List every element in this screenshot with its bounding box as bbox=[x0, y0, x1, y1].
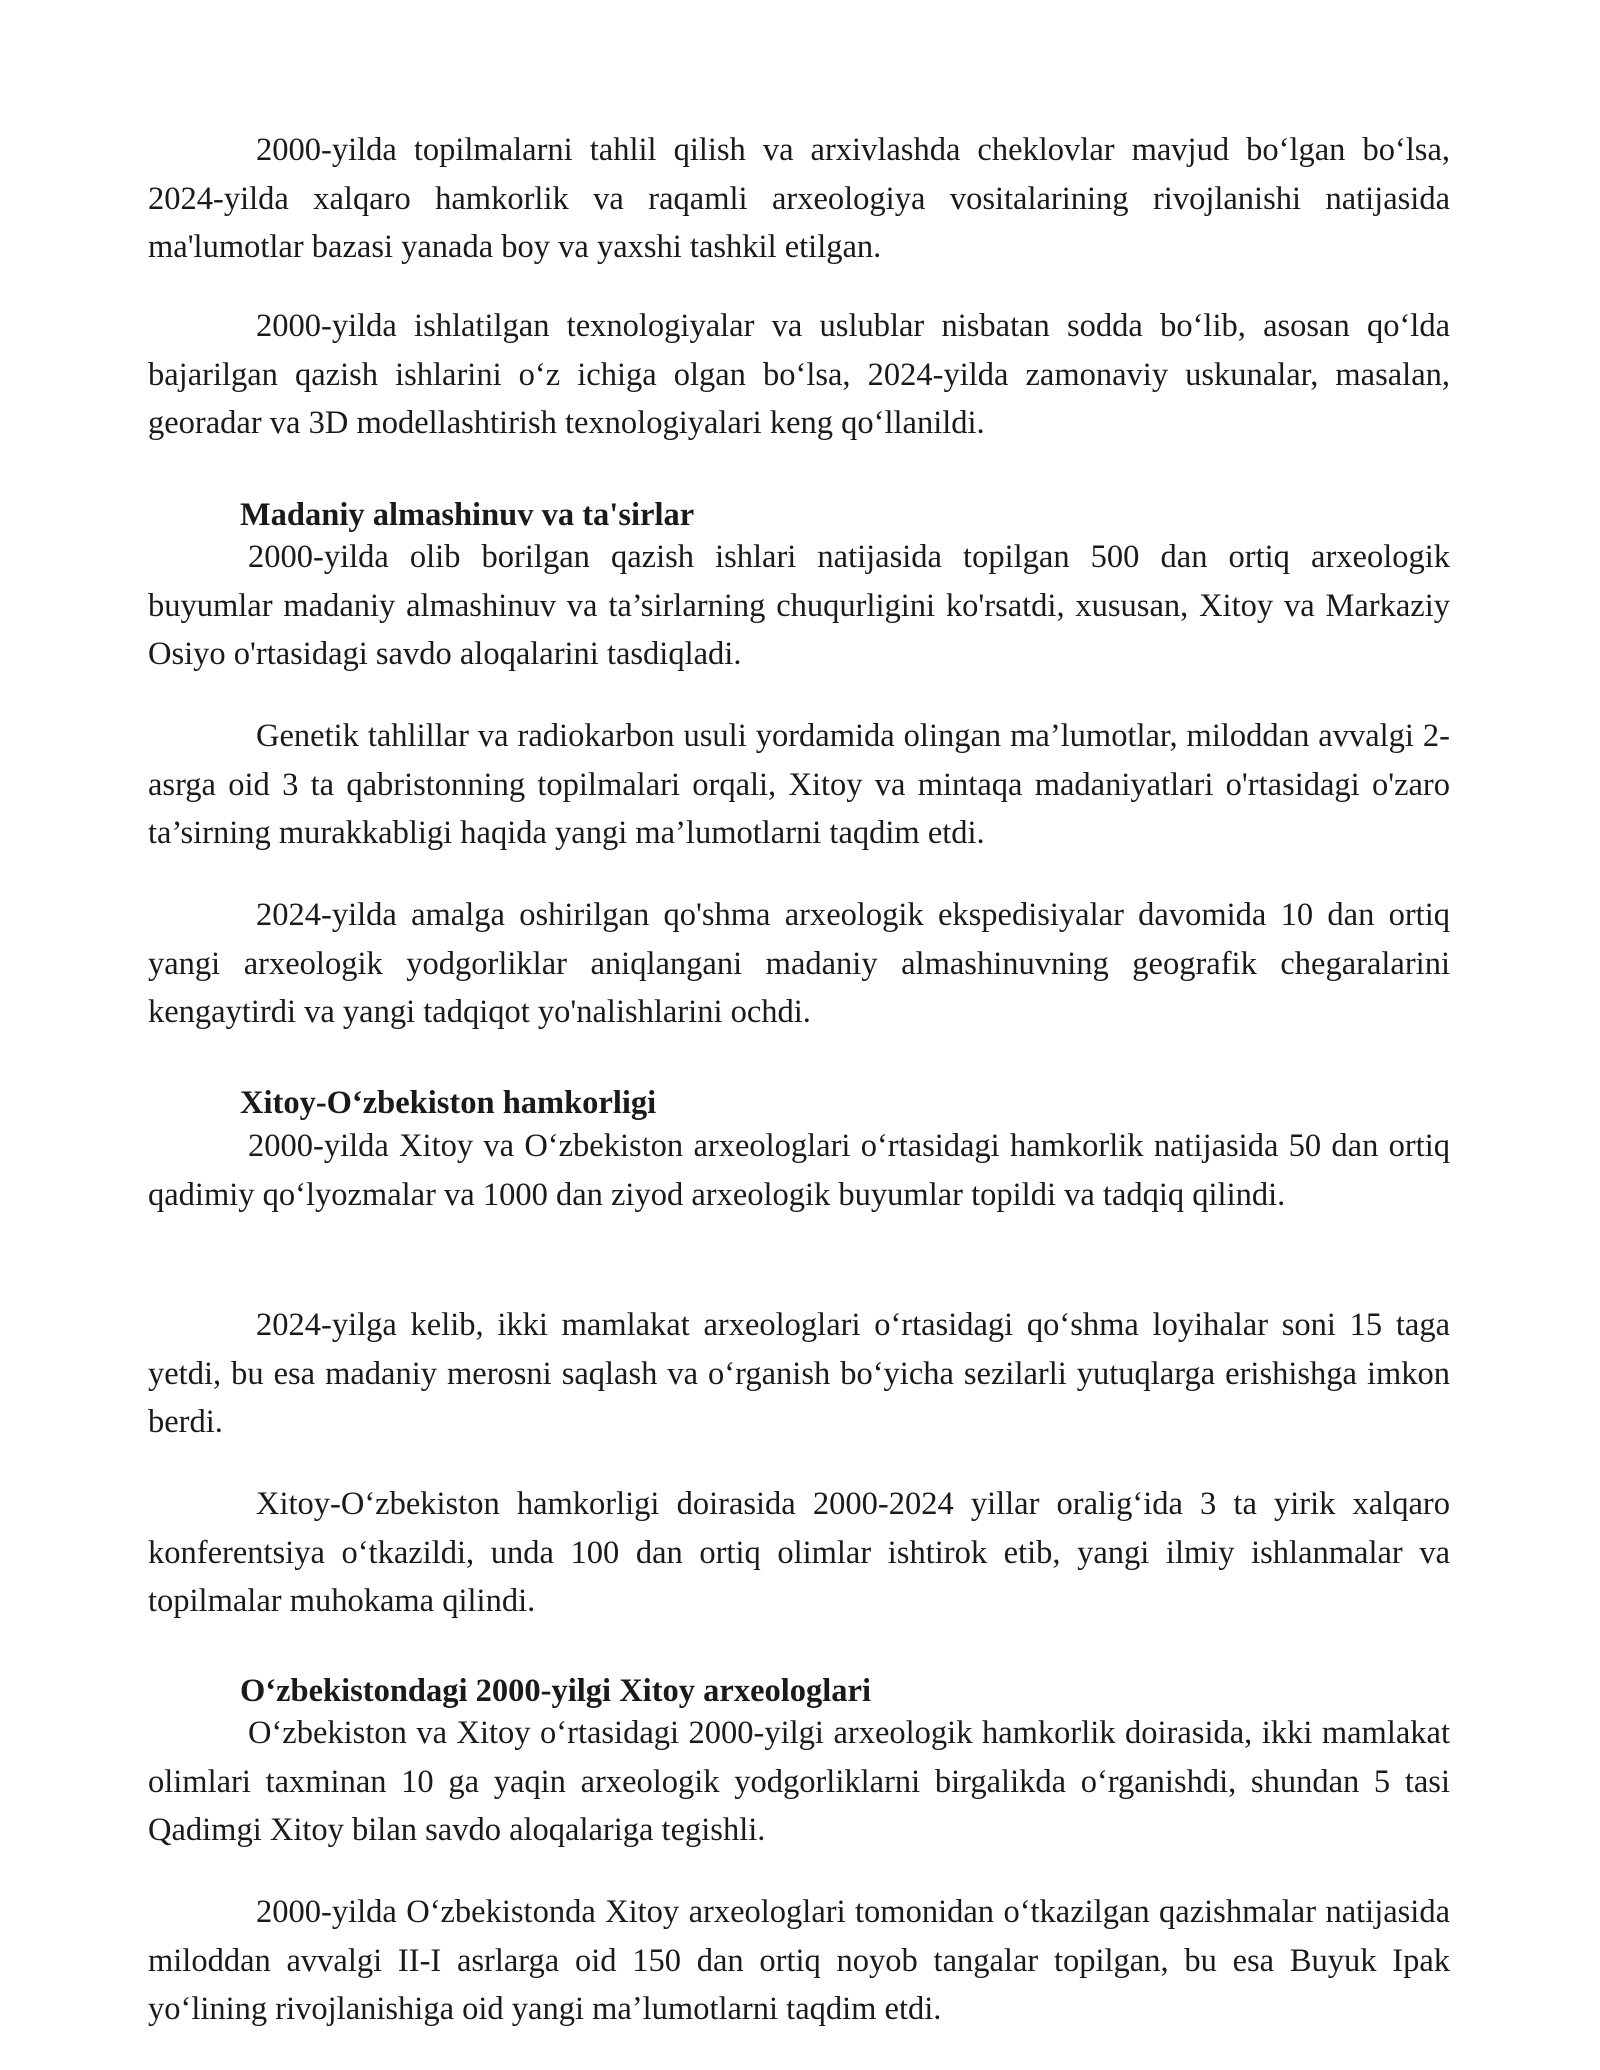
paragraph-archiving-limits: 2000-yilda topilmalarni tahlil qilish va arxivlashda cheklovlar mavjud boʻlgan boʻlsa, 2024-yilda xalqaro hamkorlik va raqamli arxeologiya vositalarining rivojlanishi natijasida ma'lumotlar bazasi yanada boy va yaxshi tashkil etilgan. bbox=[148, 132, 1450, 265]
heading-chinese-archaeologists-2000: Oʻzbekistondagi 2000-yilgi Xitoy arxeologlari bbox=[240, 1673, 872, 1709]
heading-cultural-exchange: Madaniy almashinuv va ta'sirlar bbox=[240, 497, 695, 533]
paragraph-coins-found: 2000-yilda Oʻzbekistonda Xitoy arxeologlari tomonidan oʻtkazilgan qazishmalar natijasida miloddan avvalgi II-I asrlarga oid 150 dan ortiq noyob tangalar topilgan, bu esa Buyuk Ipak yoʻlining rivojlanishiga oid yangi maʼlumotlarni taqdim etdi. bbox=[148, 1894, 1450, 2027]
paragraph-joint-study-sites: Oʻzbekiston va Xitoy oʻrtasidagi 2000-yilgi arxeologik hamkorlik doirasida, ikki mamlakat olimlari taxminan 10 ga yaqin arxeologik yodgorliklarni birgalikda oʻrganishdi, shundan 5 tasi Qadimgi Xitoy bilan savdo aloqalariga tegishli. bbox=[148, 1715, 1450, 1848]
paragraph-cultural-exchange-finds: 2000-yilda olib borilgan qazish ishlari natijasida topilgan 500 dan ortiq arxeologik buyumlar madaniy almashinuv va ta’sirlarning chuqurligini ko'rsatdi, xususan, Xitoy va Markaziy Osiyo o'rtasidagi savdo aloqalarini tasdiqladi. bbox=[148, 539, 1450, 672]
paragraph-manuscripts-found: 2000-yilda Xitoy va Oʻzbekiston arxeologlari oʻrtasidagi hamkorlik natijasida 50 dan ortiq qadimiy qoʻlyozmalar va 1000 dan ziyod arxeologik buyumlar topildi va tadqiq qilindi. bbox=[148, 1128, 1450, 1213]
paragraph-technologies: 2000-yilda ishlatilgan texnologiyalar va uslublar nisbatan sodda boʻlib, asosan qoʻlda bajarilgan qazish ishlarini oʻz ichiga olgan boʻlsa, 2024-yilda zamonaviy uskunalar, masalan, georadar va 3D modellashtirish texnologiyalari keng qoʻllanildi. bbox=[148, 308, 1450, 441]
paragraph-joint-projects: 2024-yilga kelib, ikki mamlakat arxeologlari oʻrtasidagi qoʻshma loyihalar soni 15 taga yetdi, bu esa madaniy merosni saqlash va oʻrganish boʻyicha sezilarli yutuqlarga erishishga imkon berdi. bbox=[148, 1307, 1450, 1440]
paragraph-genetic-analysis: Genetik tahlillar va radiokarbon usuli yordamida olingan ma’lumotlar, miloddan avvalgi 2-asrga oid 3 ta qabristonning topilmalari orqali, Xitoy va mintaqa madaniyatlari o'rtasidagi o'zaro ta’sirning murakkabligi haqida yangi ma’lumotlarni taqdim etdi. bbox=[148, 718, 1450, 851]
heading-china-uzbekistan-cooperation: Xitoy-Oʻzbekiston hamkorligi bbox=[240, 1085, 657, 1121]
paragraph-conferences: Xitoy-Oʻzbekiston hamkorligi doirasida 2000-2024 yillar oraligʻida 3 ta yirik xalqaro konferentsiya oʻtkazildi, unda 100 dan ortiq olimlar ishtirok etib, yangi ilmiy ishlanmalar va topilmalar muhokama qilindi. bbox=[148, 1486, 1450, 1619]
paragraph-joint-expeditions: 2024-yilda amalga oshirilgan qo'shma arxeologik ekspedisiyalar davomida 10 dan ortiq yangi arxeologik yodgorliklar aniqlangani madaniy almashinuvning geografik chegaralarini kengaytirdi va yangi tadqiqot yo'nalishlarini ochdi. bbox=[148, 897, 1450, 1030]
